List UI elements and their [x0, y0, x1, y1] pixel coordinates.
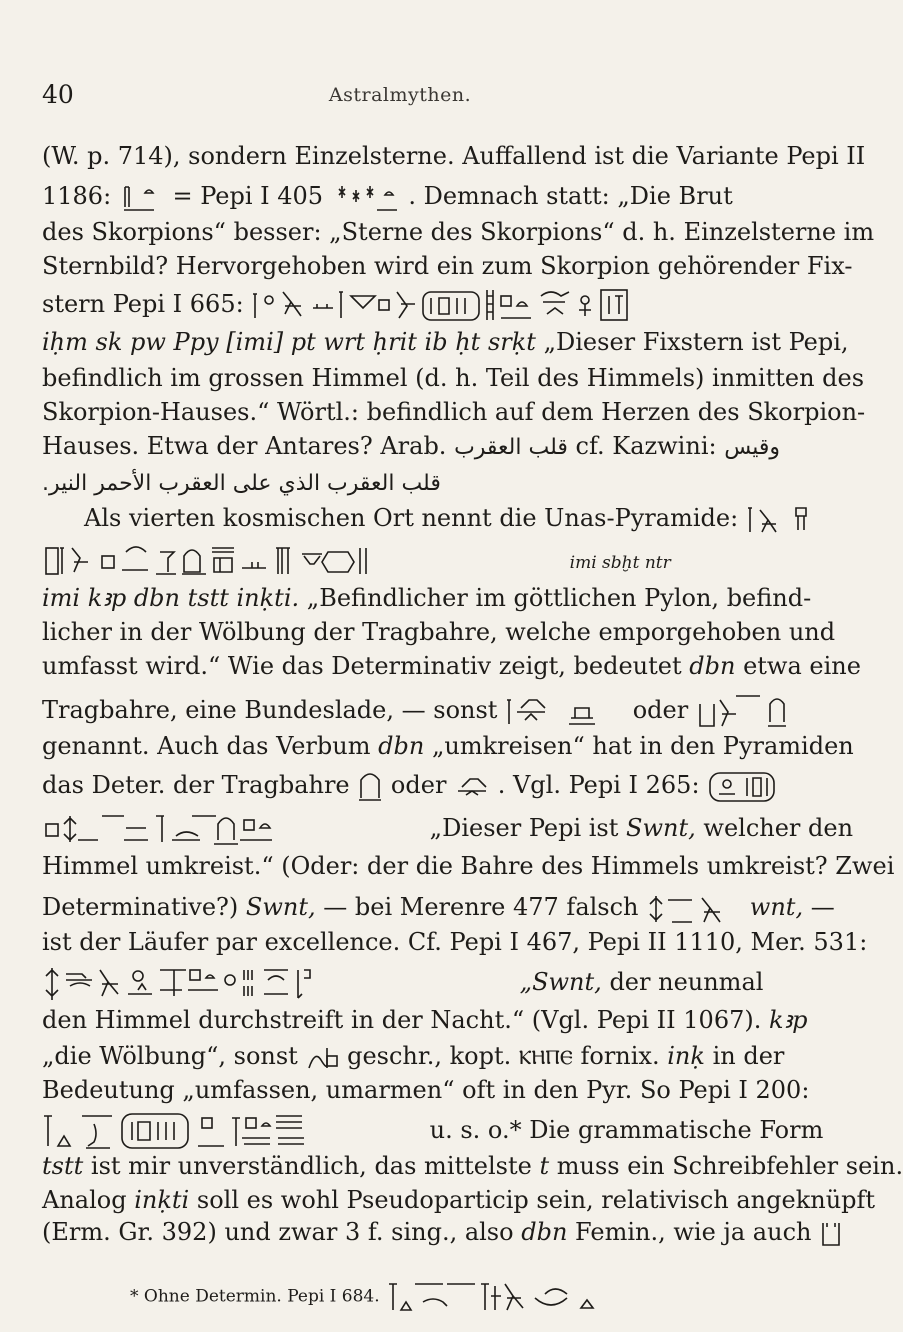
text-run: umfasst wird.“ Wie das Determinativ zeigt, bedeutet — [42, 652, 682, 680]
text-line — [42, 362, 865, 394]
transliteration: dbn — [378, 732, 425, 760]
text-line — [42, 326, 849, 358]
transliteration: „Swnt, — [519, 968, 602, 996]
transliteration: Swnt, — [245, 893, 316, 921]
hieroglyph-sequence-icon — [42, 542, 562, 582]
text-run: den Himmel durchstreift in der Nacht.“ (Vgl. Pepi II 1067). — [42, 1006, 762, 1034]
text-run: Determinative?) — [42, 893, 239, 921]
text-line — [42, 250, 853, 282]
text-run: stern Pepi I 665: — [42, 290, 244, 318]
hieroglyph-sequence-icon — [42, 810, 422, 850]
text-line — [42, 1184, 876, 1216]
text-run: Femin., wie ja auch — [575, 1218, 812, 1246]
transliteration: dbn — [689, 652, 736, 680]
transliteration: imi sbḫt ntr — [569, 553, 671, 573]
text-run: geschr., kopt. — [347, 1042, 512, 1070]
text-run: Sternbild? Hervorgehoben wird ein zum Skorpion gehörender Fix- — [42, 252, 853, 280]
text-line — [42, 808, 854, 848]
text-run: oder — [390, 771, 447, 799]
hieroglyph-group-icon — [305, 1044, 339, 1072]
text-run: 1186: — [42, 182, 112, 210]
text-run: . Demnach statt: „Die Brut — [408, 182, 733, 210]
text-run: „Dieser Fixstern ist Pepi, — [543, 328, 849, 356]
hieroglyph-group-icon — [819, 1219, 843, 1249]
text-line — [42, 140, 866, 172]
text-line — [42, 466, 441, 500]
text-run: Himmel umkreist.“ (Oder: der die Bahre des Himmels umkreist? Zwei — [42, 852, 895, 880]
footnote — [130, 1280, 685, 1314]
text-run: Bedeutung „umfassen, umarmen“ oft in den Pyr. So Pepi I 200: — [42, 1076, 810, 1104]
text-run: „die Wölbung“, sonst — [42, 1042, 298, 1070]
hieroglyph-group-icon — [505, 694, 625, 730]
text-run: der neunmal — [609, 968, 764, 996]
text-line — [42, 1038, 785, 1074]
text-run: welcher den — [703, 814, 854, 842]
text-run: „Befindlicher im göttlichen Pylon, befind- — [306, 584, 812, 612]
transliteration: t — [539, 1152, 550, 1180]
text-run: oder — [632, 696, 689, 724]
text-line — [42, 888, 835, 926]
text-line — [42, 430, 781, 464]
arabic-text: قلب العقرب الذي على العقرب الأحمر النير. — [42, 471, 441, 496]
text-run: (W. p. 714), sondern Einzelsterne. Auffallend ist die Variante Pepi II — [42, 142, 866, 170]
text-run: etwa eine — [743, 652, 861, 680]
text-run: licher in der Wölbung der Tragbahre, welche emporgehoben und — [42, 618, 836, 646]
transliteration: tstt — [42, 1152, 84, 1180]
hieroglyph-sequence-icon — [251, 286, 791, 326]
text-line — [42, 1216, 812, 1249]
text-line — [42, 926, 868, 958]
text-line — [42, 850, 895, 882]
text-run: in der — [712, 1042, 785, 1070]
text-line — [42, 650, 861, 682]
text-run: Als vierten kosmischen Ort nennt die Unas-Pyramide: — [84, 504, 739, 532]
text-line — [42, 616, 836, 648]
hieroglyph-sequence-icon — [42, 964, 512, 1004]
footnote-text: * Ohne Determin. Pepi I 684. — [130, 1286, 380, 1307]
text-run: cf. Kazwini: — [575, 432, 717, 460]
hieroglyph-sequence-icon — [385, 1280, 685, 1314]
text-run: Tragbahre, eine Bundeslade, — sonst — [42, 696, 498, 724]
transliteration: wnt, — [749, 893, 804, 921]
transliteration: inḳ — [667, 1042, 705, 1070]
text-line — [42, 1150, 903, 1182]
text-line — [42, 766, 758, 804]
text-run: = Pepi I 405 — [172, 182, 324, 210]
text-run: genannt. Auch das Verbum — [42, 732, 371, 760]
text-line — [42, 540, 758, 580]
text-line — [84, 502, 758, 536]
text-run: fornix. — [580, 1042, 660, 1070]
hieroglyph-group-icon — [646, 892, 742, 926]
text-line — [42, 396, 866, 428]
text-line — [42, 284, 758, 324]
text-line — [42, 180, 758, 213]
text-run: „umkreisen“ hat in den Pyramiden — [431, 732, 854, 760]
text-run: soll es wohl Pseudoparticip sein, relativisch angeknüpft — [196, 1186, 876, 1214]
cartouche-icon — [707, 770, 777, 804]
coptic-word: ⲔⲎⲠⲈ — [518, 1045, 573, 1069]
hieroglyph-group-icon — [696, 692, 806, 732]
arabic-text: وقيس — [724, 435, 781, 460]
text-run: ist der Läufer par excellence. Cf. Pepi I 467, Pepi II 1110, Mer. 531: — [42, 928, 868, 956]
text-line — [42, 1074, 810, 1106]
text-run: befindlich im grossen Himmel (d. h. Teil des Himmels) inmitten des — [42, 364, 865, 392]
page-number: 40 — [42, 80, 74, 109]
text-run: Hauses. Etwa der Antares? Arab. — [42, 432, 447, 460]
transliteration: pt wrt ḥrit ib ḥt srḳt — [290, 328, 536, 356]
hieroglyph-group-icon — [119, 183, 165, 213]
text-line — [42, 582, 812, 614]
text-line — [42, 690, 758, 730]
transliteration: kꜣp — [768, 1006, 808, 1034]
text-run: muss ein Schreibfehler sein. — [556, 1152, 903, 1180]
transliteration: [imi] — [226, 328, 284, 356]
transliteration: inḳti — [134, 1186, 190, 1214]
hieroglyph-sequence-icon — [42, 1110, 422, 1154]
transliteration: iḥm sk pw Ppy — [42, 328, 219, 356]
transliteration: Swnt, — [626, 814, 696, 842]
text-run: — bei Merenre 477 falsch — [323, 893, 639, 921]
text-line — [42, 1004, 808, 1036]
text-run: (Erm. Gr. 392) und zwar 3 f. sing., also — [42, 1218, 514, 1246]
star-hieroglyph-icon — [331, 183, 401, 213]
text-run: Analog — [42, 1186, 127, 1214]
text-run: ist mir unverständlich, das mittelste — [90, 1152, 532, 1180]
arabic-text: قلب العقرب — [454, 435, 568, 460]
text-line — [42, 730, 854, 762]
bier-hieroglyph-icon — [357, 770, 383, 804]
text-run: das Deter. der Tragbahre — [42, 771, 350, 799]
text-run: — — [810, 893, 835, 921]
text-run: „Dieser Pepi ist — [429, 814, 619, 842]
text-run: u. s. o.* — [429, 1116, 522, 1144]
text-line — [42, 962, 764, 1002]
transliteration: imi kꜣp dbn tstt inḳti. — [42, 584, 300, 612]
transliteration: dbn — [521, 1218, 568, 1246]
text-line — [42, 1108, 824, 1152]
text-run: Die grammatische Form — [529, 1116, 824, 1144]
running-title: Astralmythen. — [328, 84, 472, 106]
text-run: Skorpion-Hauses.“ Wörtl.: befindlich auf dem Herzen des Skorpion- — [42, 398, 866, 426]
bier-hieroglyph-icon — [454, 775, 490, 799]
text-run: des Skorpions“ besser: „Sterne des Skorpions“ d. h. Einzelsterne im — [42, 218, 875, 246]
text-line — [42, 216, 875, 248]
hieroglyph-group-icon — [746, 504, 826, 536]
text-run: . Vgl. Pepi I 265: — [497, 771, 700, 799]
